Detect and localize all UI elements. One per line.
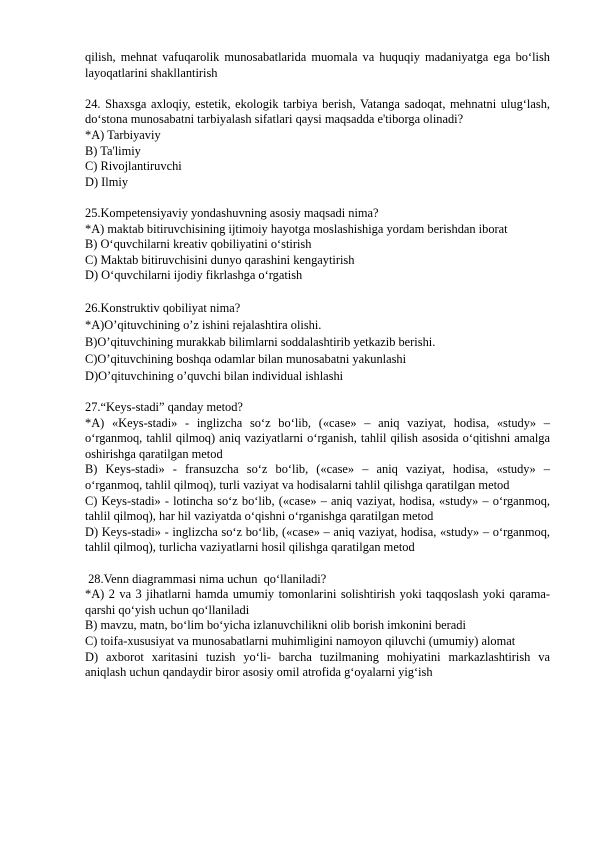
- answer-option-d: D) Ilmiy: [85, 174, 129, 189]
- answer-option-b: B) Ta'limiy: [85, 143, 141, 158]
- answer-option-b: B) O‘quvchilarni kreativ qobiliyatini o‘stirish: [85, 237, 312, 252]
- answer-option-a: *A) 2 va 3 jihatlarni hamda umumiy tomonlarini solishtirish yoki taqqoslash yoki qarama-qarshi qo‘yish uchun qo‘llaniladi: [85, 587, 550, 617]
- answer-option-c: C) Maktab bitiruvchisini dunyo qarashini kengaytirish: [85, 252, 355, 267]
- answer-option-a: *A) «Keys-stadi» - inglizcha so‘z bo‘lib, («case» – aniq vaziyat, hodisa, «study» – o‘rganmoq, tahlil qilmoq) aniq vaziyatlarni o‘rganish, tahlil qilish asosida o‘qitishni amalga oshirishga qaratilgan metod: [85, 415, 550, 461]
- question-text: 26.Konstruktiv qobiliyat nima?: [85, 300, 241, 315]
- question-text: 27.“Keys-stadi” qanday metod?: [85, 400, 243, 415]
- answer-option-c: C) Keys-stadi» - lotincha so‘z bo‘lib, («case» – aniq vaziyat, hodisa, «study» – o‘rganmoq, tahlil qilmoq), har hil vaziyatda o‘qishni o‘rganishga qaratilgan metod: [85, 493, 550, 524]
- question-28: [85, 572, 550, 681]
- document-body: [85, 50, 550, 681]
- intro-paragraph: qilish, mehnat vafuqarolik munosabatlarida muomala va huquqiy madaniyatga ega bo‘lish layoqatlarini shakllantirish: [85, 50, 550, 80]
- question-text: 25.Kompetensiyaviy yondashuvning asosiy maqsadi nima?: [85, 205, 379, 220]
- answer-option-d: D) axborot xaritasini tuzish yo‘li- barcha tuzilmaning mohiyatini markazlashtirish va aniqlash uchun qandaydir biror asosiy omil atrofida g‘oyalarni yig‘ish: [85, 649, 550, 680]
- answer-option-d: D) Keys-stadi» - inglizcha so‘z bo‘lib, («case» – aniq vaziyat, hodisa, «study» – o‘rganmoq, tahlil qilmoq), turlicha vaziyatlarni hosil qilishga qaratilgan metod: [85, 524, 550, 555]
- answer-option-a: *A)O’qituvchining o’z ishini rejalashtira olishi.: [85, 317, 322, 332]
- question-text: 28.Venn diagrammasi nima uchun qo‘llaniladi?: [85, 571, 327, 586]
- answer-option-c: C)O’qituvchining boshqa odamlar bilan munosabatni yakunlashi: [85, 351, 407, 366]
- answer-option-a: *A) Tarbiyaviy: [85, 127, 161, 142]
- answer-option-d: D) O‘quvchilarni ijodiy fikrlashga o‘rgatish: [85, 268, 303, 283]
- question-26: [85, 300, 550, 385]
- question-25: [85, 206, 550, 284]
- answer-option-b: B)O’qituvchining murakkab bilimlarni soddalashtirib yetkazib berishi.: [85, 334, 436, 349]
- answer-option-a: *A) maktab bitiruvchisining ijtimoiy hayotga moslashishiga yordam berishdan iborat: [85, 221, 508, 236]
- answer-option-c: C) toifa-xususiyat va munosabatlarni muhimligini namoyon qiluvchi (umumiy) alomat: [85, 634, 516, 648]
- answer-option-c: C) Rivojlantiruvchi: [85, 159, 182, 174]
- question-24: [85, 97, 550, 191]
- answer-option-b: B) Keys-stadi» - fransuzcha so‘z bo‘lib, («case» – aniq vaziyat, hodisa, «study» – o‘rganmoq, tahlil qilmoq), turli vaziyat va hodisalarni tahlil qilishga qaratilgan metod: [85, 462, 550, 493]
- answer-option-b: B) mavzu, matn, bo‘lim bo‘yicha izlanuvchilikni olib borish imkonini beradi: [85, 618, 466, 633]
- question-text: 24. Shaxsga axloqiy, estetik, ekologik tarbiya berish, Vatanga sadoqat, mehnatni ulug‘lash, do‘stona munosabatni tarbiyalash sifatlari qaysi maqsadda e'tiborga olinadi?: [85, 96, 550, 127]
- answer-option-d: D)O’qituvchining o’quvchi bilan individual ishlashi: [85, 368, 344, 383]
- question-27: [85, 400, 550, 556]
